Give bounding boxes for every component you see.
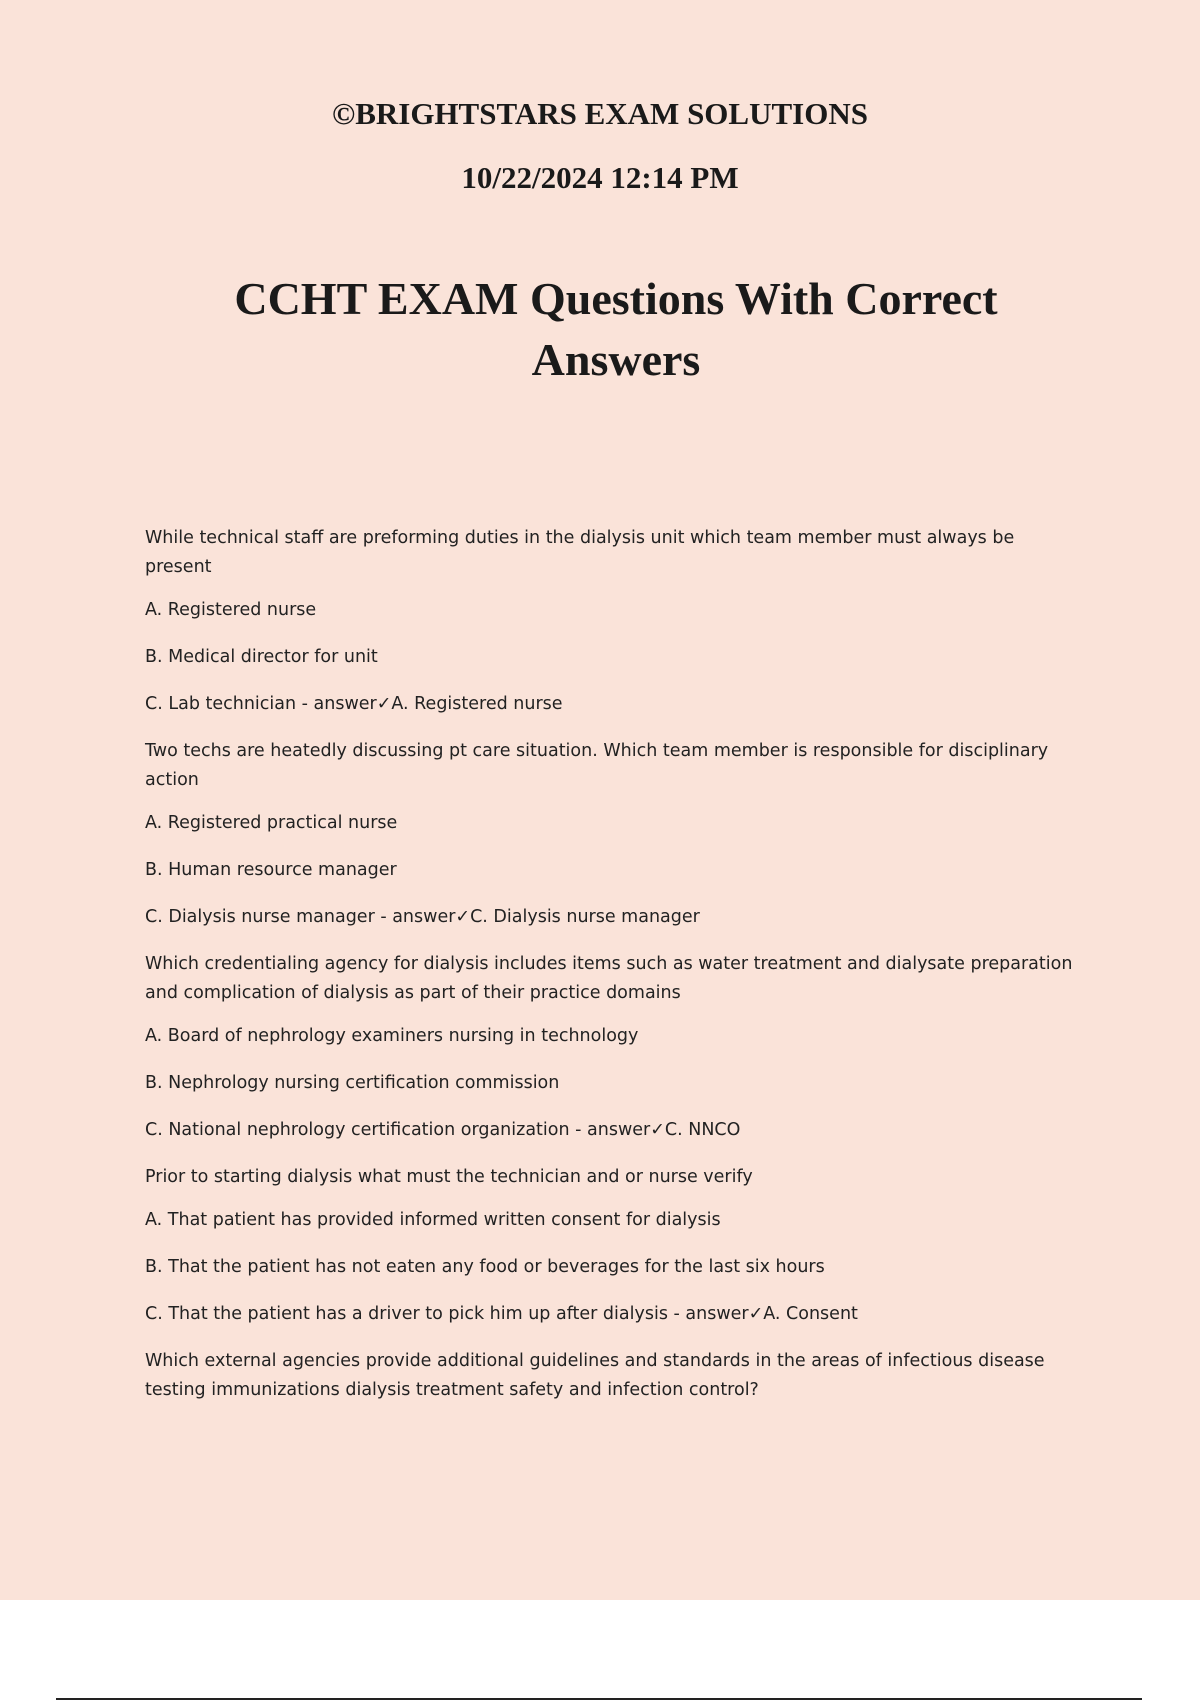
answer-option: B. Nephrology nursing certification commission [145, 1073, 560, 1093]
question-text: Two techs are heatedly discussing pt care situation. Which team member is responsible for disciplinary action [145, 741, 1049, 790]
question-text: While technical staff are preforming duties in the dialysis unit which team member must always be present [145, 528, 1015, 577]
answer-option: C. Dialysis nurse manager - answer✓C. Dialysis nurse manager [145, 907, 700, 927]
question-text: Which external agencies provide additional guidelines and standards in the areas of infectious disease testing immunizations dialysis treatment safety and infection control? [145, 1351, 1045, 1400]
question-list [145, 524, 1075, 1419]
answer-option: C. That the patient has a driver to pick him up after dialysis - answer✓A. Consent [145, 1304, 858, 1324]
question-text: Which credentialing agency for dialysis includes items such as water treatment and dialysate preparation and complication of dialysis as part of their practice domains [145, 954, 1073, 1003]
answer-option: A. Registered nurse [145, 600, 317, 620]
answer-option: C. Lab technician - answer✓A. Registered nurse [145, 694, 563, 714]
document-title: CCHT EXAM Questions With Correct Answers [234, 273, 998, 385]
question-text: Prior to starting dialysis what must the technician and or nurse verify [145, 1167, 753, 1187]
copyright-header: ©BRIGHTSTARS EXAM SOLUTIONS [332, 96, 868, 131]
answer-option: B. That the patient has not eaten any food or beverages for the last six hours [145, 1257, 825, 1277]
answer-option: C. National nephrology certification organization - answer✓C. NNCO [145, 1120, 741, 1140]
answer-option: A. Board of nephrology examiners nursing in technology [145, 1026, 639, 1046]
date-time-header: 10/22/2024 12:14 PM [461, 160, 739, 195]
answer-option: A. That patient has provided informed written consent for dialysis [145, 1210, 721, 1230]
answer-option: A. Registered practical nurse [145, 813, 398, 833]
answer-option: B. Human resource manager [145, 860, 397, 880]
answer-option: B. Medical director for unit [145, 647, 378, 667]
